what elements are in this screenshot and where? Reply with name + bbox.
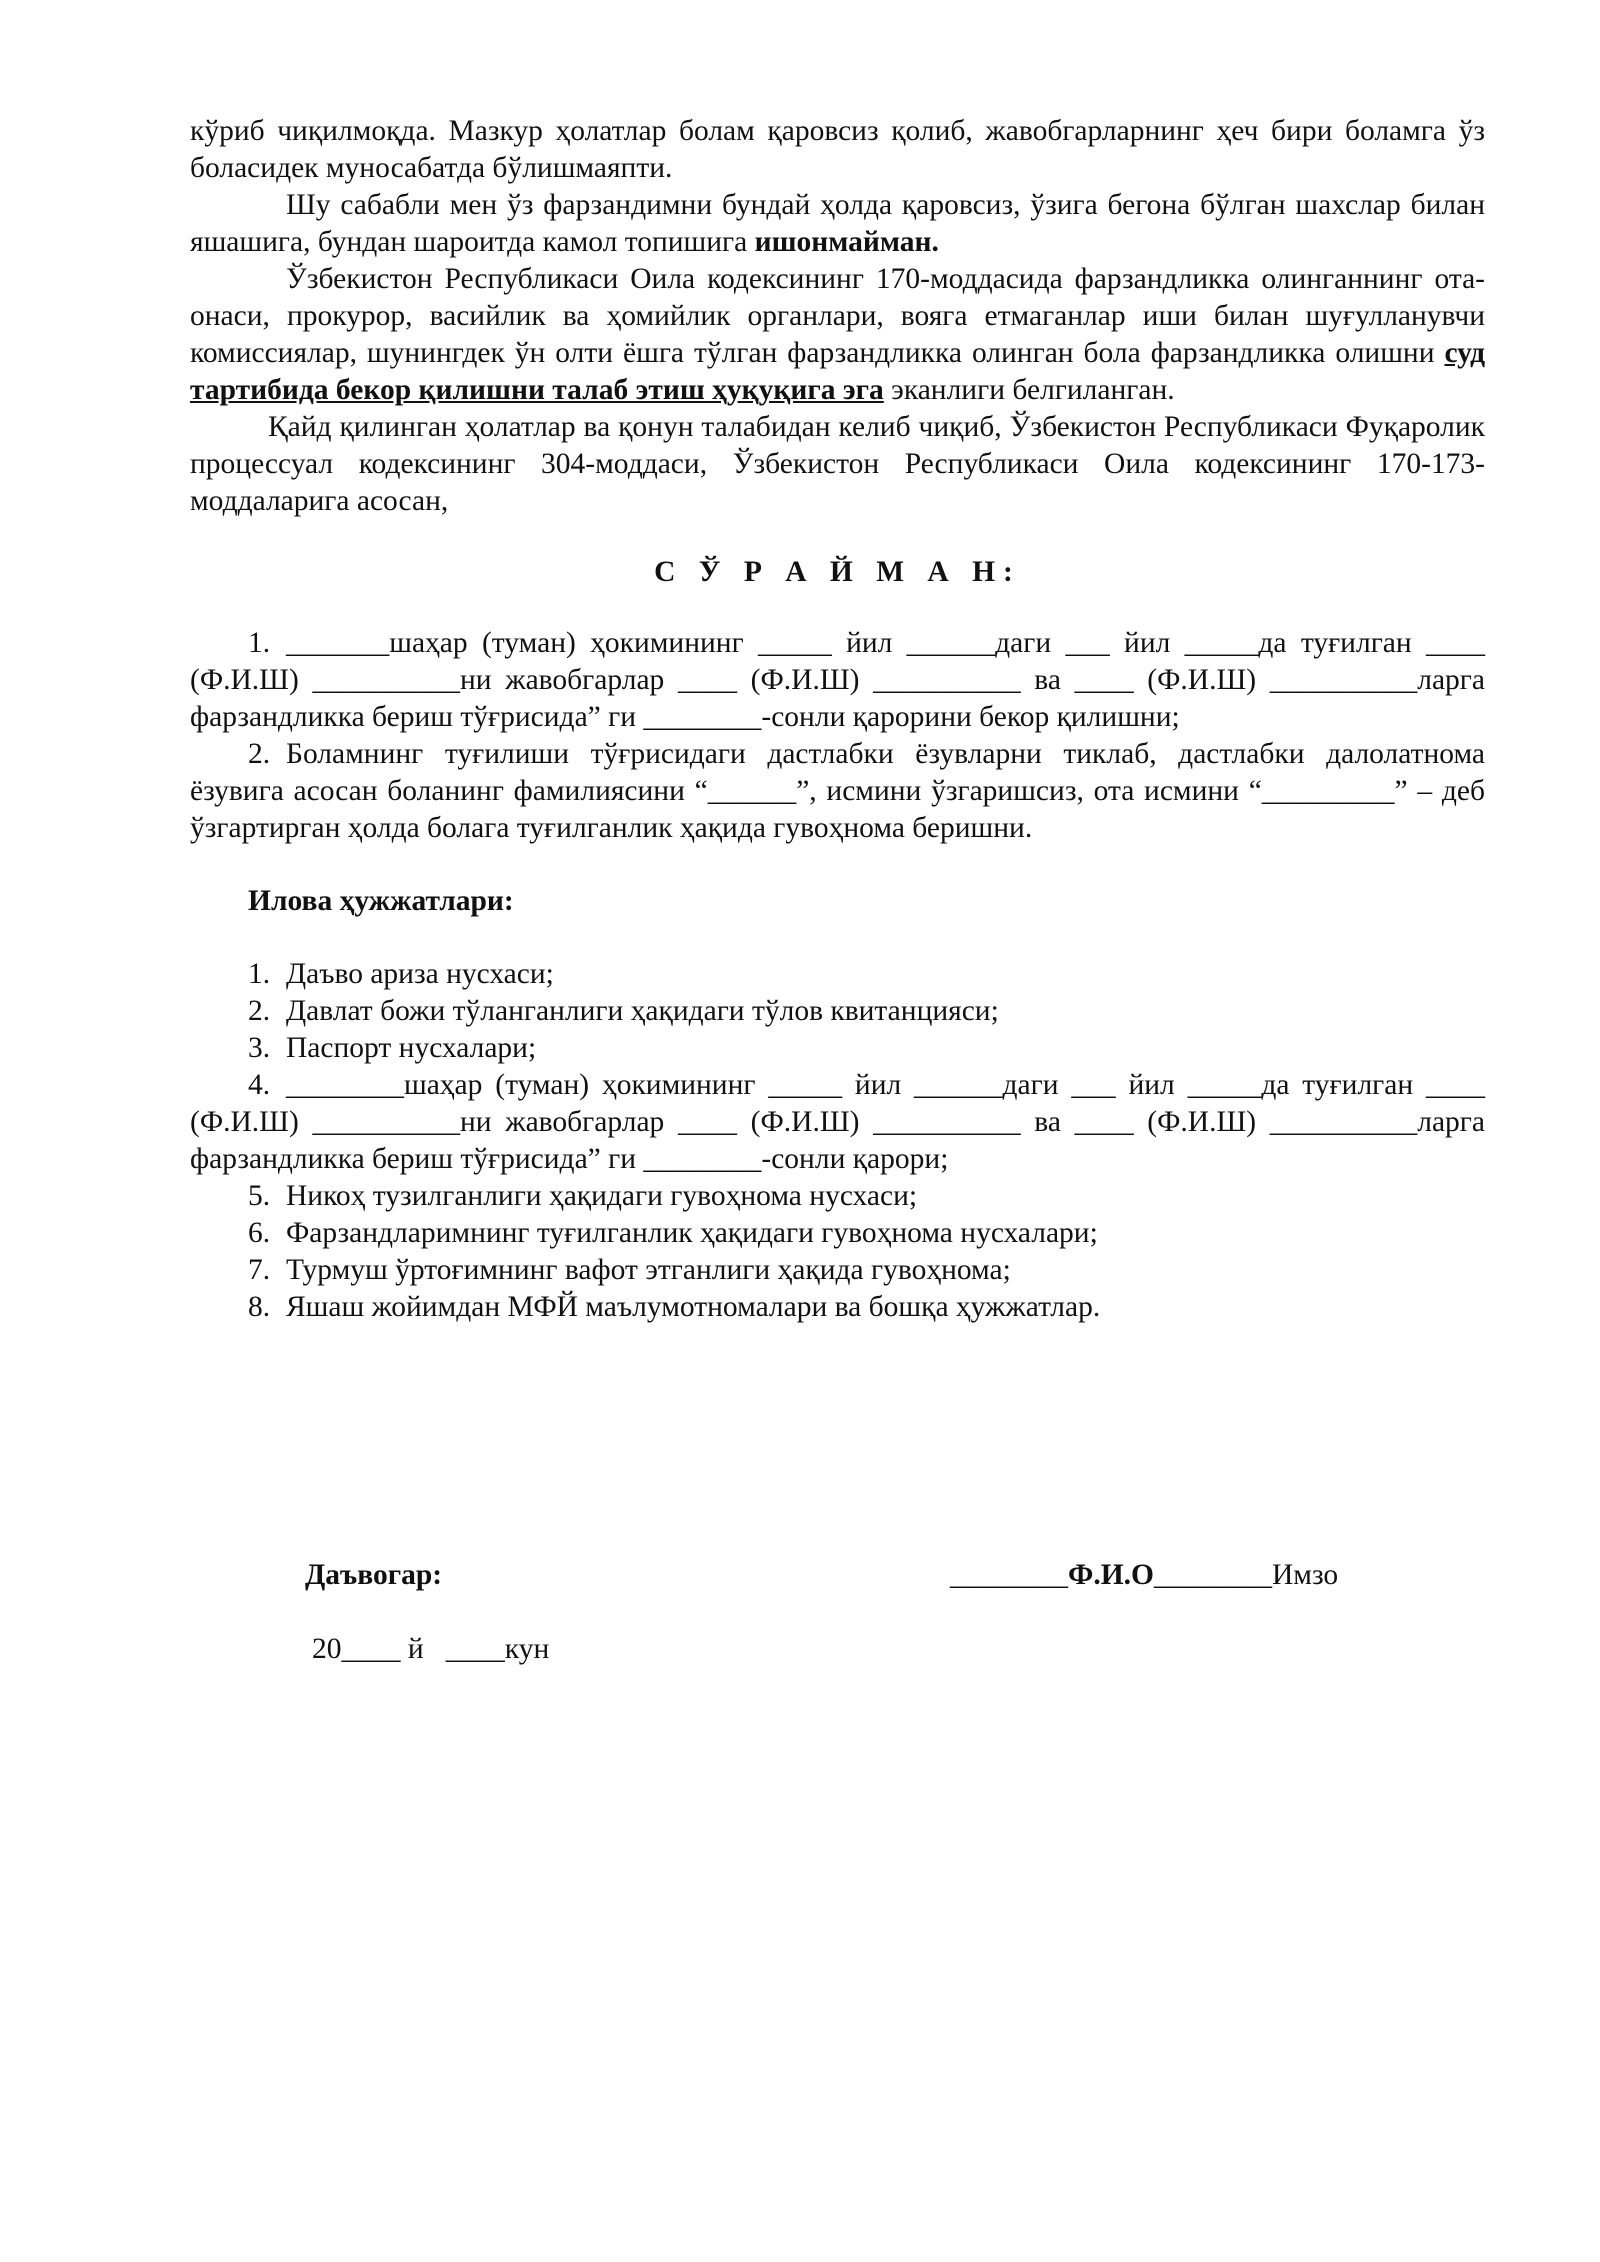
paragraph-family-code-underline: суд тартибида бекор қилишни талаб этиш ҳуқуқига эга <box>190 337 1485 406</box>
attachment-item-number: 2. <box>248 995 271 1027</box>
attachment-item-text: Даъво ариза нусхаси; <box>286 958 554 990</box>
signature-name-label: Ф.И.О <box>1068 1559 1154 1591</box>
request-item-number: 1. <box>248 627 271 659</box>
attachment-item <box>190 1252 1485 1289</box>
request-title: С Ў Р А Й М А Н: <box>654 556 1021 588</box>
attachment-item <box>190 1030 1485 1067</box>
request-item-text: _______шаҳар (туман) ҳокимининг _____ йил ______даги ___ йил _____да туғилган ____ (Ф.И.Ш) __________ни жавобгарлар ____ (Ф.И.Ш) __________ ва ____ (Ф.И.Ш) __________ларга фарзандликка бериш тўғрисида” ги ________-сонли қарорини бекор қилишни; <box>190 627 1485 733</box>
attachment-item-number: 1. <box>248 958 271 990</box>
request-item-text: Боламнинг туғилиши тўғрисидаги дастлабки ёзувларни тиклаб, дастлабки далолатнома ёзувига асосан боланинг фамилиясини “______”, исмини ўзгаришсиз, ота исмини “_________” – деб ўзгартирган ҳолда болага туғилганлик ҳақида гувоҳнома беришни. <box>190 738 1485 844</box>
attachment-item <box>190 1178 1485 1215</box>
attachment-item-text: Паспорт нусхалари; <box>286 1032 537 1064</box>
date-line <box>312 1631 549 1668</box>
attachment-item-text: ________шаҳар (туман) ҳокимининг _____ йил ______даги ___ йил _____да туғилган ____ (Ф.И.Ш) __________ни жавобгарлар ____ (Ф.И.Ш) __________ ва ____ (Ф.И.Ш) __________ларга фарзандликка бериш тўғрисида” ги ________-сонли қарори; <box>190 1069 1485 1175</box>
signature-blank-before: ________ <box>950 1559 1068 1591</box>
attachment-item-number: 5. <box>248 1180 271 1212</box>
signature-sign-label: Имзо <box>1271 1559 1339 1591</box>
signature-block <box>305 1557 1405 1597</box>
attachment-item-number: 4. <box>248 1069 271 1101</box>
date-text: 20____ й ____кун <box>312 1633 550 1665</box>
document-body <box>190 113 1485 1326</box>
attachment-item <box>190 1215 1485 1252</box>
signature-line <box>950 1557 1338 1594</box>
paragraph-family-code-tail: эканлиги белгиланган. <box>883 374 1175 406</box>
attachment-item <box>190 1067 1485 1178</box>
request-item <box>190 736 1485 847</box>
attachment-item-text: Яшаш жойимдан МФЙ маълумотномалари ва бошқа ҳужжатлар. <box>286 1291 1101 1323</box>
attachment-item-text: Никоҳ тузилганлиги ҳақидаги гувоҳнома нусхаси; <box>286 1180 918 1212</box>
attachment-item-number: 7. <box>248 1254 271 1286</box>
attachment-item-number: 8. <box>248 1291 271 1323</box>
request-item <box>190 625 1485 736</box>
attachment-item-text: Давлат божи тўланганлиги ҳақидаги тўлов квитанцияси; <box>286 995 999 1027</box>
attachment-item-text: Фарзандларимнинг туғилганлик ҳақидаги гувоҳнома нусхалари; <box>286 1217 1098 1249</box>
plaintiff-label: Даъвогар: <box>305 1559 443 1591</box>
paragraph-distrust <box>190 187 1485 261</box>
attachment-item-number: 3. <box>248 1032 271 1064</box>
request-item-number: 2. <box>248 738 271 770</box>
paragraph-distrust-text: Шу сабабли мен ўз фарзандимни бундай ҳолда қаровсиз, ўзига бегона бўлган шахслар билан яшашига, бундан шароитда камол топишига <box>190 189 1485 258</box>
paragraph-family-code-text: Ўзбекистон Республикаси Оила кодексининг 170-моддасида фарзандликка олинганнинг ота-онаси, прокурор, васийлик ва ҳомийлик органлари, вояга етмаганлар иши билан шуғулланувчи комиссиялар, шунингдек ўн олти ёшга тўлган фарзандликка олинган бола фарзандликка олишни <box>190 263 1485 369</box>
attachment-item <box>190 1289 1485 1326</box>
paragraph-legal-basis: Қайд қилинган ҳолатлар ва қонун талабидан келиб чиқиб, Ўзбекистон Республикаси Фуқаролик процессуал кодексининг 304-моддаси, Ўзбекистон Республикаси Оила кодексининг 170-173-моддаларига асосан, <box>190 411 1485 517</box>
paragraph-intro: кўриб чиқилмоқда. Мазкур ҳолатлар болам қаровсиз қолиб, жавобгарларнинг ҳеч бири боламга ўз боласидек муносабатда бўлишмаяпти. <box>190 115 1485 184</box>
attachment-item-text: Турмуш ўртоғимнинг вафот этганлиги ҳақида гувоҳнома; <box>286 1254 1011 1286</box>
attachment-item <box>190 993 1485 1030</box>
attachment-item-number: 6. <box>248 1217 271 1249</box>
paragraph-family-code <box>190 261 1485 409</box>
paragraph-distrust-bold: ишонмайман. <box>754 226 939 258</box>
attachments-title: Илова ҳужжатлари: <box>248 885 514 917</box>
attachment-item <box>190 956 1485 993</box>
signature-blank-after: ________ <box>1153 1559 1272 1591</box>
